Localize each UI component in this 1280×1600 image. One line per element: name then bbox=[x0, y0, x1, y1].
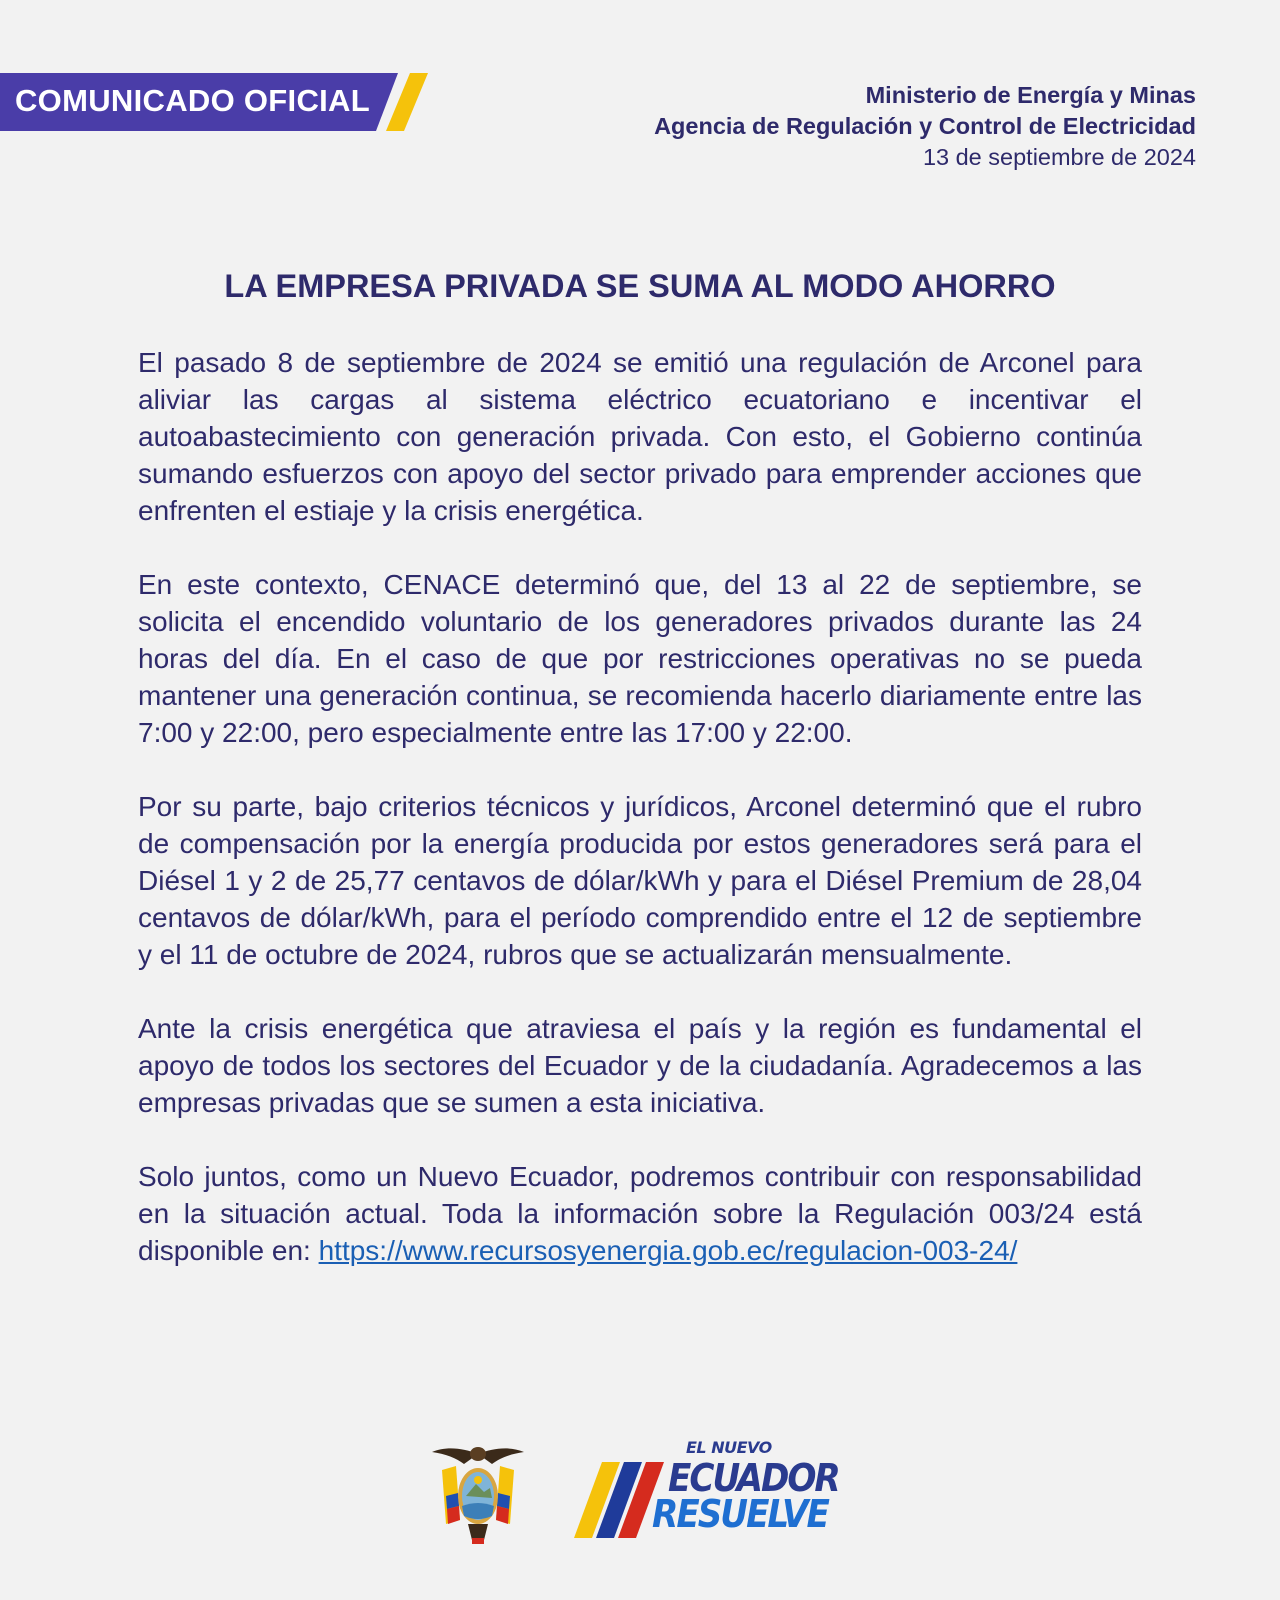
document-title: LA EMPRESA PRIVADA SE SUMA AL MODO AHORRO bbox=[224, 268, 1056, 304]
agency-name: Agencia de Regulación y Control de Electricidad bbox=[654, 113, 1196, 139]
paragraph: Ante la crisis energética que atraviesa el país y la región es fundamental el apoyo de todos los sectores del Ecuador y de la ciudadanía. Agradecemos a las empresas privadas que se sumen a esta iniciativa. bbox=[138, 1013, 1142, 1118]
badge-label: COMUNICADO OFICIAL bbox=[15, 83, 370, 118]
closing-text: Solo juntos, como un Nuevo Ecuador, podremos contribuir con responsabilidad en la situación actual. Toda la información sobre la Regulación 003/24 está disponible en: bbox=[138, 1161, 1142, 1266]
paragraph: En este contexto, CENACE determinó que, del 13 al 22 de septiembre, se solicita el encendido voluntario de los generadores privados durante las 24 horas del día. En el caso de que por restricciones operativas no se pueda mantener una generación continua, se recomienda hacerlo diariamente entre las 7:00 y 22:00, pero especialmente entre las 17:00 y 22:00. bbox=[138, 569, 1142, 748]
closing-paragraph bbox=[138, 1158, 1142, 1269]
brand-line-3: RESUELVE bbox=[652, 1492, 828, 1536]
issue-date: 13 de septiembre de 2024 bbox=[922, 144, 1196, 170]
paragraph: Por su parte, bajo criterios técnicos y jurídicos, Arconel determinó que el rubro de compensación por la energía producida por estos generadores será para el Diésel 1 y 2 de 25,77 centavos de dólar/kWh y para el Diésel Premium de 28,04 centavos de dólar/kWh, para el período comprendido entre el 12 de septiembre y el 11 de octubre de 2024, rubros que se actualizarán mensualmente. bbox=[138, 791, 1142, 970]
official-communique-badge bbox=[0, 73, 428, 131]
ministry-name: Ministerio de Energía y Minas bbox=[865, 82, 1196, 108]
regulation-link[interactable]: https://www.recursosyenergia.gob.ec/regulacion-003-24/ bbox=[318, 1235, 1018, 1266]
paragraph: El pasado 8 de septiembre de 2024 se emitió una regulación de Arconel para aliviar las cargas al sistema eléctrico ecuatoriano e incentivar el autoabastecimiento con generación privada. Con esto, el Gobierno continúa sumando esfuerzos con apoyo del sector privado para emprender acciones que enfrenten el estiaje y la crisis energética. bbox=[138, 347, 1142, 526]
ecuador-coat-of-arms-icon bbox=[428, 1440, 528, 1550]
document-body bbox=[138, 344, 1142, 1269]
el-nuevo-ecuador-resuelve-logo bbox=[574, 1438, 839, 1550]
issuer-header bbox=[654, 80, 1196, 173]
brand-line-2: ECUADOR bbox=[668, 1456, 839, 1500]
brand-line-1: EL NUEVO bbox=[686, 1438, 772, 1457]
footer-logos bbox=[0, 1440, 1280, 1550]
